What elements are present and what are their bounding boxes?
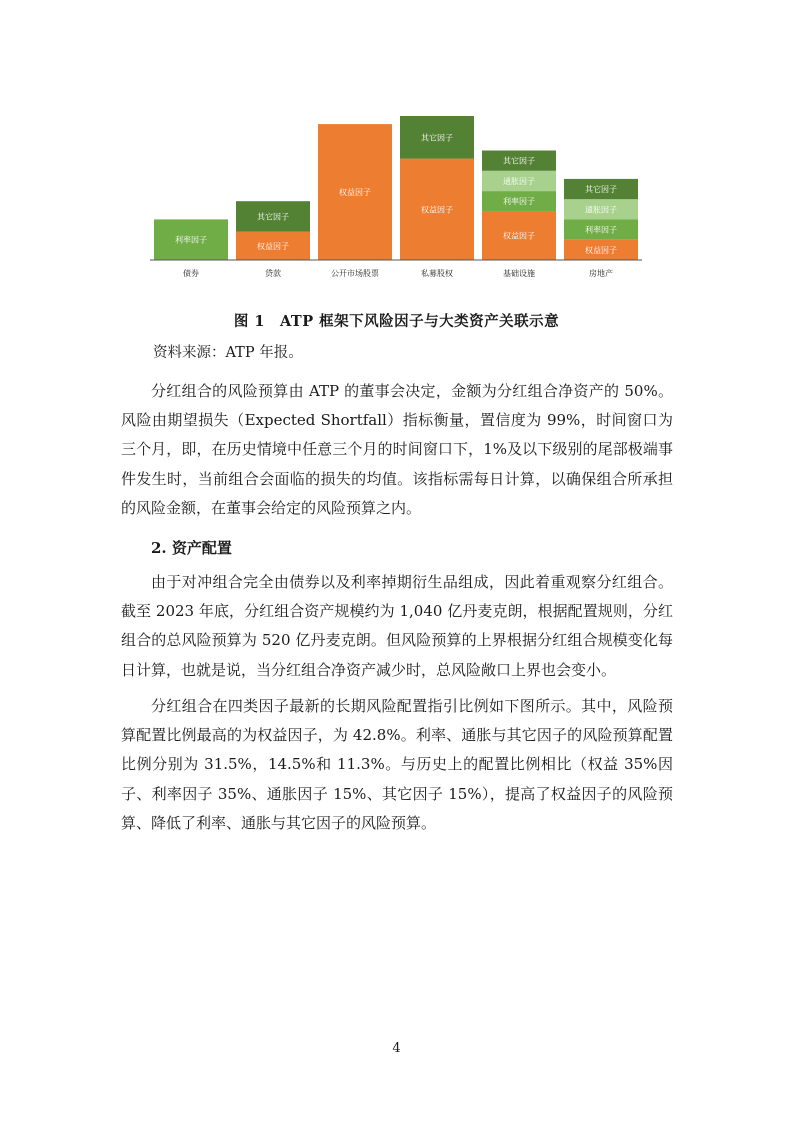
segment-label: 权益因子: [257, 241, 289, 251]
segment-label: 权益因子: [503, 231, 535, 241]
segment-label: 权益因子: [339, 188, 371, 198]
segment-label: 通胀因子: [503, 176, 535, 186]
category-label: 私募股权: [421, 269, 453, 278]
stacked-bar-chart: [150, 110, 642, 282]
figure-caption: 图 1 ATP 框架下风险因子与大类资产关联示意: [233, 313, 560, 330]
paragraph-risk-budget: 分红组合的风险预算由 ATP 的董事会决定，金额为分红组合净资产的 50%。风险由期望损失（Expected Shortfall）指标衡量，置信度为 99%，时间窗口为三个月，即，在历史情境中任意三个月的时间窗口下，1%及以下级别的尾部极端事件发生时，当前组合会面临的损失的均值。该指标需每日计算，以确保组合所承担的风险金额，在董事会给定的风险预算之内。: [121, 382, 673, 517]
segment-label: 其它因子: [257, 212, 289, 222]
segment-label: 其它因子: [503, 156, 535, 166]
segment-label: 利率因子: [175, 235, 207, 245]
category-label: 债券: [183, 269, 199, 278]
section-heading: 2. 资产配置: [151, 539, 232, 557]
category-label: 基础设施: [503, 269, 535, 278]
category-label: 公开市场股票: [331, 269, 379, 278]
paragraph-factor-allocation: 分红组合在四类因子最新的长期风险配置指引比例如下图所示。其中，风险预算配置比例最高的为权益因子，为 42.8%。利率、通胀与其它因子的风险预算配置比例分别为 31.5%，14.5%和 11.3%。与历史上的配置比例相比（权益 35%因子、利率因子 35%、通胀因子 15%、其它因子 15%），提高了权益因子的风险预算、降低了利率、通胀与其它因子的风险预算。: [121, 697, 673, 832]
segment-label: 其它因子: [585, 185, 617, 194]
segment-label: 其它因子: [421, 133, 453, 143]
category-label: 贷款: [265, 269, 281, 278]
segment-label: 权益因子: [421, 205, 453, 215]
segment-label: 通胀因子: [585, 205, 617, 215]
paragraph-asset-allocation: 由于对冲组合完全由债券以及利率掉期衍生品组成，因此着重观察分红组合。截至 2023 年底，分红组合资产规模约为 1,040 亿丹麦克朗，根据配置规则，分红组合的总风险预算为 520 亿丹麦克朗。但风险预算的上界根据分红组合规模变化每日计算，也就是说，当分红组合净资产减少时，总风险敞口上界也会变小。: [121, 573, 673, 679]
category-label: 房地产: [589, 269, 613, 278]
page-number: 4: [392, 1041, 401, 1056]
segment-label: 利率因子: [585, 225, 617, 235]
segment-label: 利率因子: [503, 197, 535, 207]
segment-label: 权益因子: [585, 245, 617, 255]
source-note: 资料来源：ATP 年报。: [153, 345, 303, 361]
